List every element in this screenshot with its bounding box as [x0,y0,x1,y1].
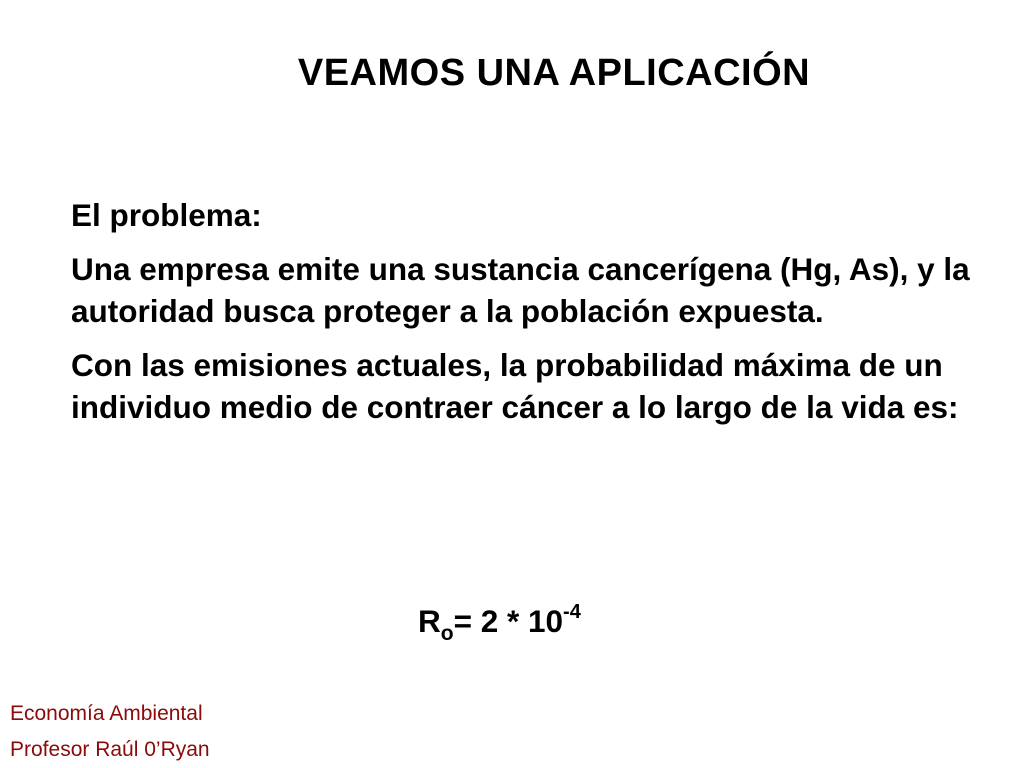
formula-subscript: o [440,622,454,645]
risk-formula [418,600,581,647]
footer-professor: Profesor Raúl 0’Ryan [10,738,210,761]
formula-exponent: -4 [563,601,581,623]
paragraph-problem-description: Una empresa emite una sustancia cancerígena (Hg, As), y la autoridad busca proteger a la población expuesta. [71,251,970,329]
paragraph-problem-heading: El problema: [71,197,262,233]
paragraph-probability-statement: Con las emisiones actuales, la probabilidad máxima de un individuo medio de contraer cáncer a lo largo de la vida es: [71,347,959,425]
footer-course: Economía Ambiental [10,702,203,725]
slide-title: VEAMOS UNA APLICACIÓN [297,52,811,94]
formula-base: R [418,603,441,639]
formula-body: = 2 * 10 [453,603,564,639]
slide-body [71,194,971,440]
slide-footer [10,696,210,768]
